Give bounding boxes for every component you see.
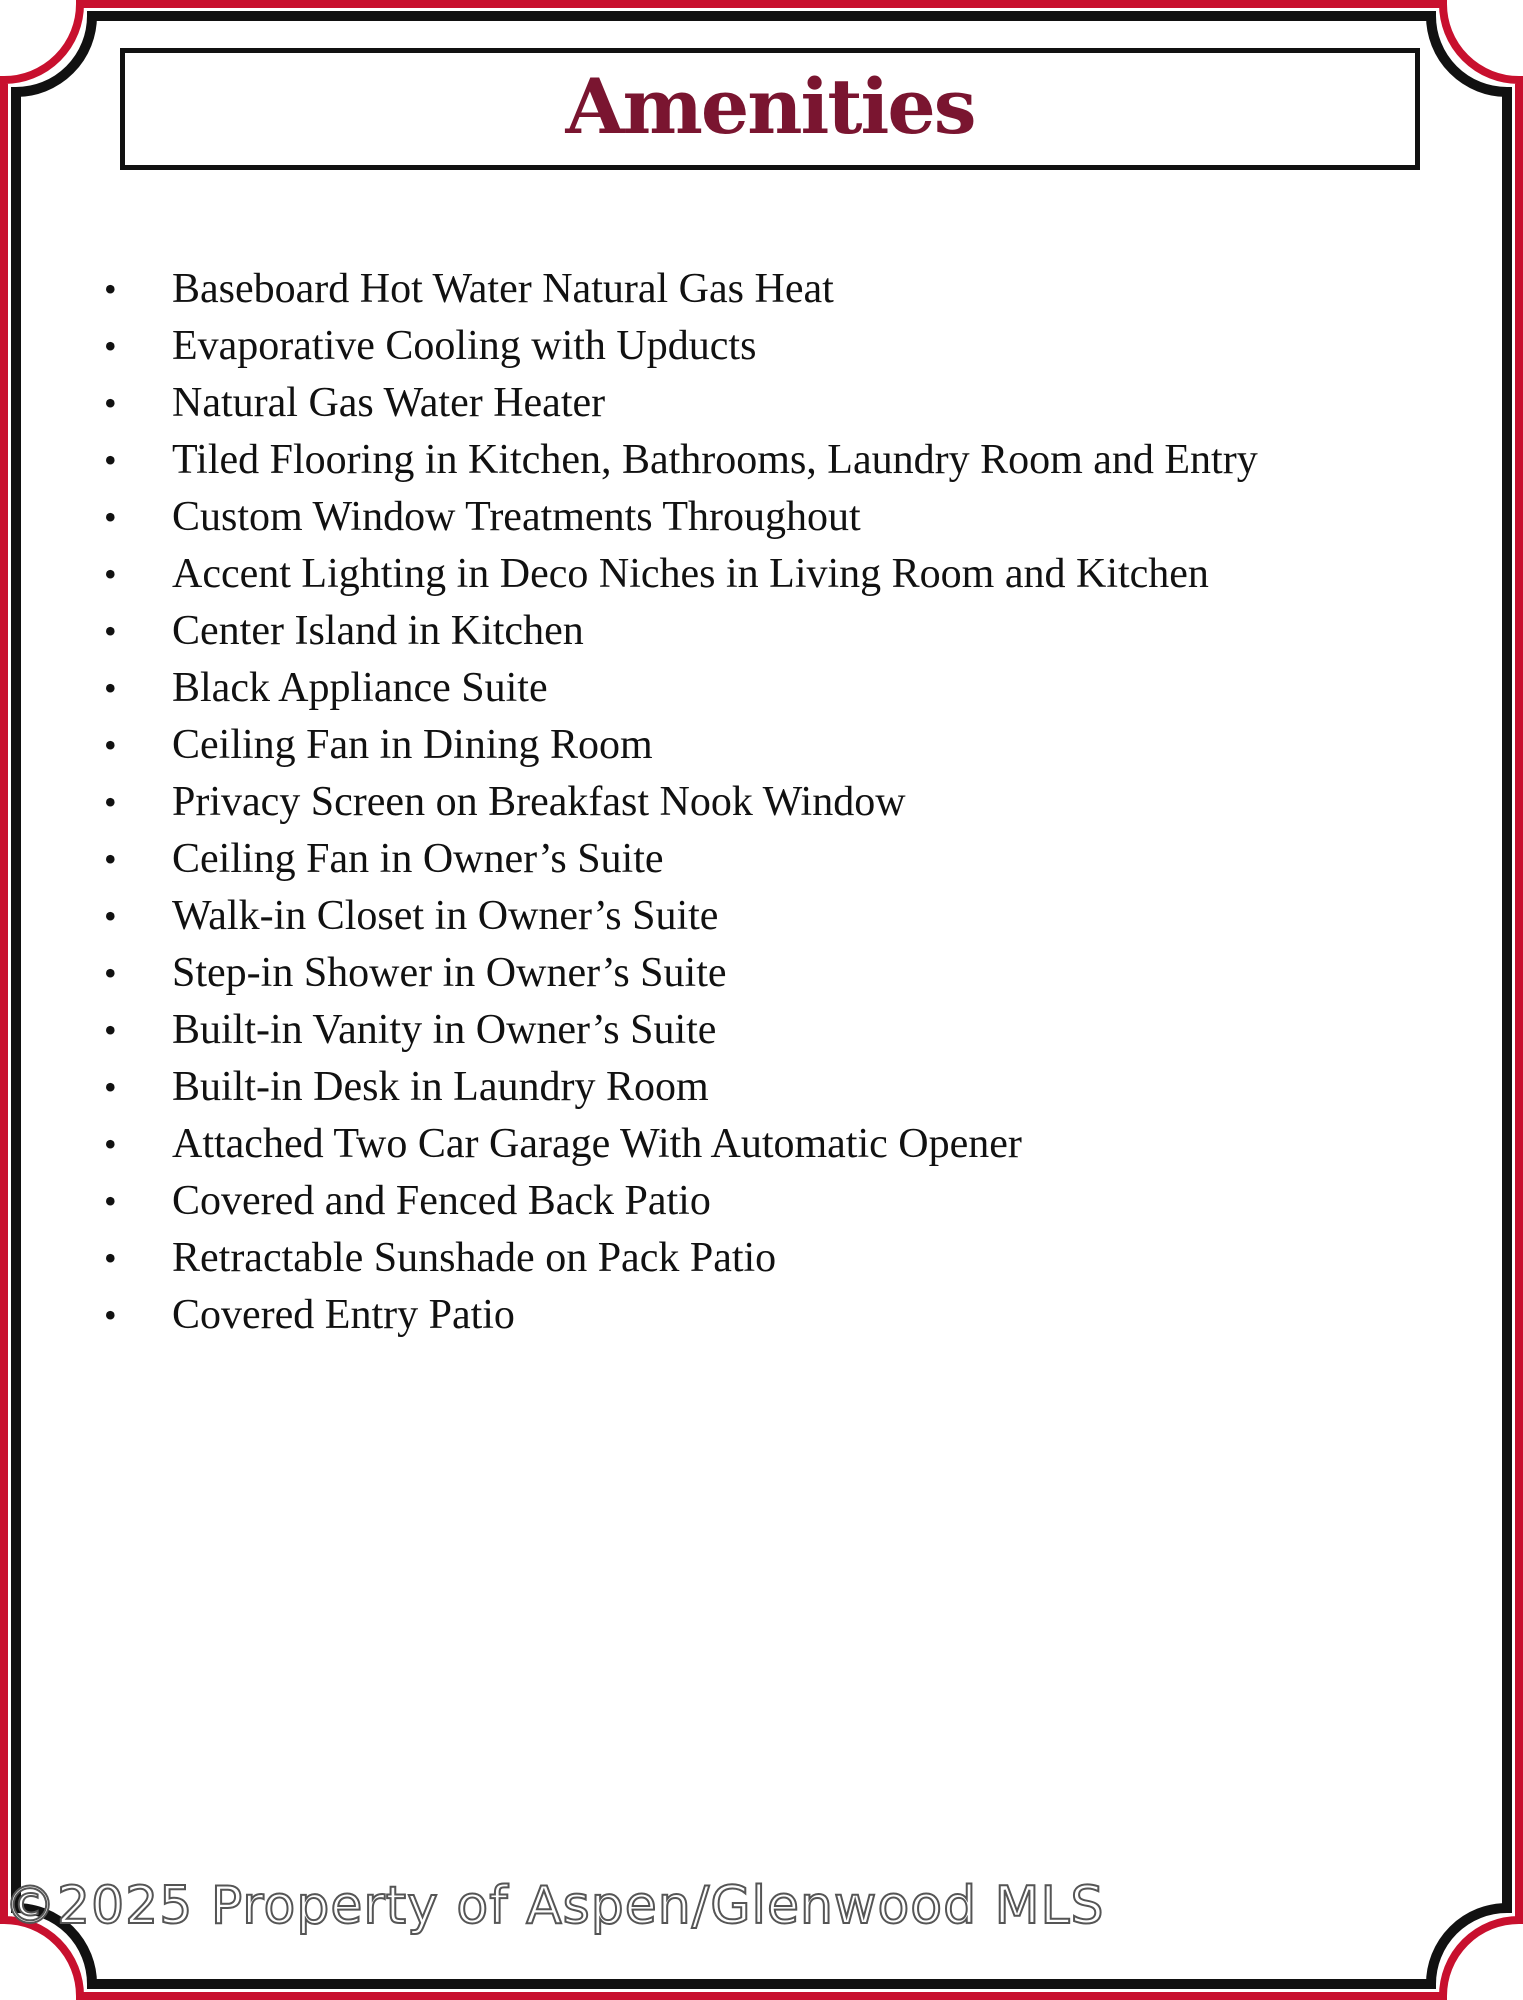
bullet-icon: •	[104, 838, 117, 879]
list-item	[104, 944, 1444, 1001]
amenity-text: Walk-in Closet in Owner’s Suite	[172, 892, 719, 939]
bullet-icon: •	[104, 496, 117, 537]
bullet-icon: •	[104, 781, 117, 822]
list-item	[104, 1058, 1444, 1115]
amenity-text: Built-in Desk in Laundry Room	[172, 1063, 709, 1110]
amenity-text: Covered Entry Patio	[172, 1291, 515, 1338]
bullet-icon: •	[104, 553, 117, 594]
list-item	[104, 1229, 1444, 1286]
bullet-icon: •	[104, 1237, 117, 1278]
amenity-text: Tiled Flooring in Kitchen, Bathrooms, Laundry Room and Entry	[172, 436, 1258, 483]
list-item	[104, 887, 1444, 944]
amenity-text: Built-in Vanity in Owner’s Suite	[172, 1006, 717, 1053]
amenity-text: Attached Two Car Garage With Automatic Opener	[172, 1120, 1022, 1167]
bullet-icon: •	[104, 1123, 117, 1164]
amenity-text: Covered and Fenced Back Patio	[172, 1177, 711, 1224]
list-item	[104, 602, 1444, 659]
bullet-icon: •	[104, 895, 117, 936]
list-item	[104, 488, 1444, 545]
list-item	[104, 545, 1444, 602]
bullet-icon: •	[104, 439, 117, 480]
list-item	[104, 1115, 1444, 1172]
bullet-icon: •	[104, 667, 117, 708]
list-item	[104, 716, 1444, 773]
bullet-icon: •	[104, 610, 117, 651]
amenity-text: Accent Lighting in Deco Niches in Living Room and Kitchen	[172, 550, 1209, 597]
amenity-text: Center Island in Kitchen	[172, 607, 584, 654]
bullet-icon: •	[104, 1066, 117, 1107]
bullet-icon: •	[104, 1180, 117, 1221]
list-item	[104, 374, 1444, 431]
amenity-text: Ceiling Fan in Dining Room	[172, 721, 653, 768]
list-item	[104, 260, 1444, 317]
amenity-text: Ceiling Fan in Owner’s Suite	[172, 835, 664, 882]
amenity-text: Black Appliance Suite	[172, 664, 548, 711]
bullet-icon: •	[104, 268, 117, 309]
bullet-icon: •	[104, 724, 117, 765]
amenity-text: Baseboard Hot Water Natural Gas Heat	[172, 265, 834, 312]
list-item	[104, 773, 1444, 830]
bullet-icon: •	[104, 1294, 117, 1335]
page-title: Amenities	[565, 61, 975, 151]
amenity-text: Natural Gas Water Heater	[172, 379, 606, 426]
watermark: ©2025 Property of Aspen/Glenwood MLS	[4, 1876, 1105, 1936]
list-item	[104, 830, 1444, 887]
amenity-text: Custom Window Treatments Throughout	[172, 493, 861, 540]
bullet-icon: •	[104, 1009, 117, 1050]
list-item	[104, 431, 1444, 488]
amenity-text: Privacy Screen on Breakfast Nook Window	[172, 778, 906, 825]
list-item	[104, 317, 1444, 374]
bullet-icon: •	[104, 325, 117, 366]
amenity-text: Step-in Shower in Owner’s Suite	[172, 949, 727, 996]
list-item	[104, 1001, 1444, 1058]
list-item	[104, 1172, 1444, 1229]
amenity-text: Evaporative Cooling with Upducts	[172, 322, 757, 369]
amenity-text: Retractable Sunshade on Pack Patio	[172, 1234, 777, 1281]
bullet-icon: •	[104, 952, 117, 993]
list-item	[104, 1286, 1444, 1343]
amenities-list	[104, 260, 1444, 1343]
bullet-icon: •	[104, 382, 117, 423]
list-item	[104, 659, 1444, 716]
title-box	[120, 48, 1420, 170]
